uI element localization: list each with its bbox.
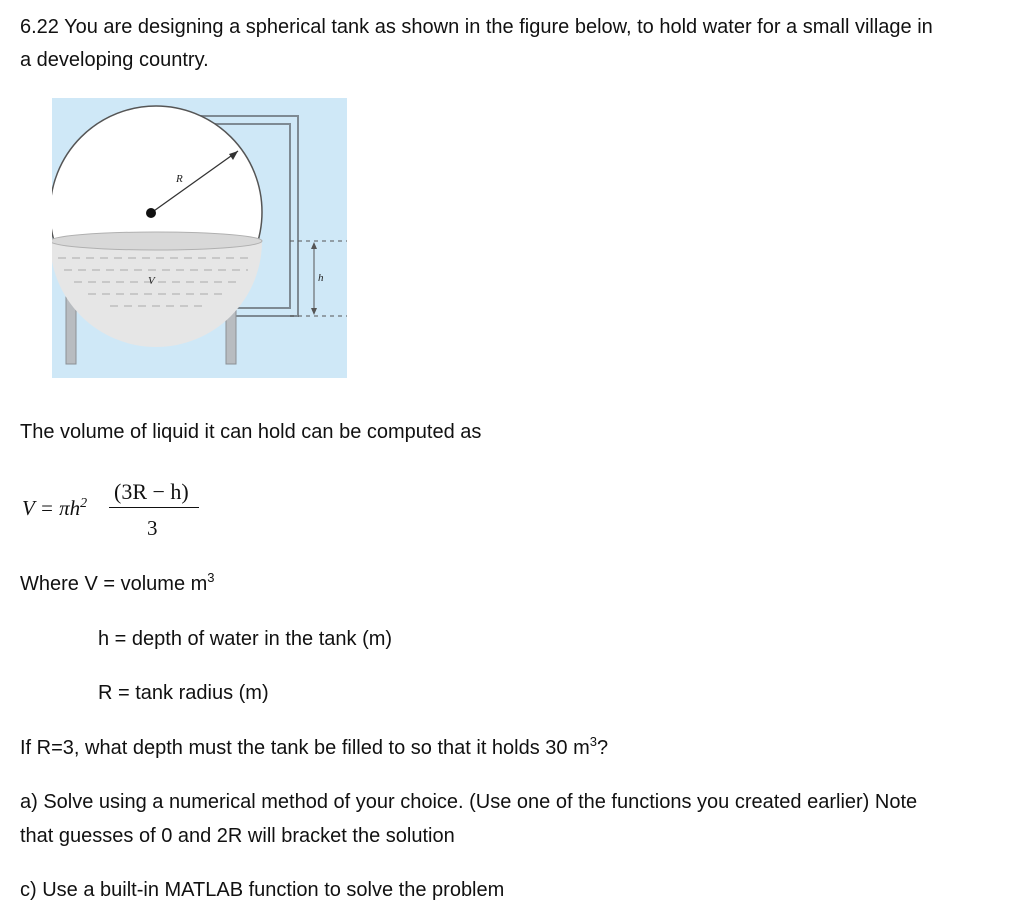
question-power: 3 (589, 734, 597, 749)
intro-text: The volume of liquid it can hold can be computed as (20, 421, 482, 443)
radius-label: R (176, 173, 183, 185)
part-c: c) Use a built-in MATLAB function to solve the problem (20, 879, 505, 901)
part-a-line-1: a) Solve using a numerical method of your choice. (Use one of the functions you created earlier) Note (20, 791, 918, 813)
question-suffix: ? (597, 737, 609, 759)
formula-lhs (22, 496, 87, 520)
problem-line-1: 6.22 You are designing a spherical tank as shown in the figure below, to hold water for a small village in (20, 16, 933, 38)
question (20, 736, 608, 760)
where-volume (20, 572, 215, 596)
water-surface (52, 232, 262, 250)
tank-diagram (52, 98, 347, 378)
question-text: If R=3, what depth must the tank be filled to so that it holds 30 m (20, 737, 590, 759)
part-a-line-2: that guesses of 0 and 2R will bracket the solution (20, 825, 455, 847)
where-depth: h = depth of water in the tank (m) (98, 628, 393, 650)
volume-label: V (148, 275, 155, 287)
formula-numerator: (3R − h) (114, 479, 189, 504)
sphere-center-dot (146, 208, 156, 218)
spherical-tank-figure (52, 98, 347, 378)
depth-label: h (318, 272, 324, 284)
where-radius: R = tank radius (m) (98, 682, 269, 704)
formula-lhs-text: V = πh (22, 496, 81, 520)
problem-line-2: a developing country. (20, 49, 209, 71)
formula-power: 2 (80, 496, 88, 511)
where-volume-power: 3 (207, 570, 215, 585)
where-volume-text: Where V = volume m (20, 573, 208, 595)
formula-fraction-bar (109, 507, 199, 508)
formula-denominator: 3 (147, 516, 158, 540)
